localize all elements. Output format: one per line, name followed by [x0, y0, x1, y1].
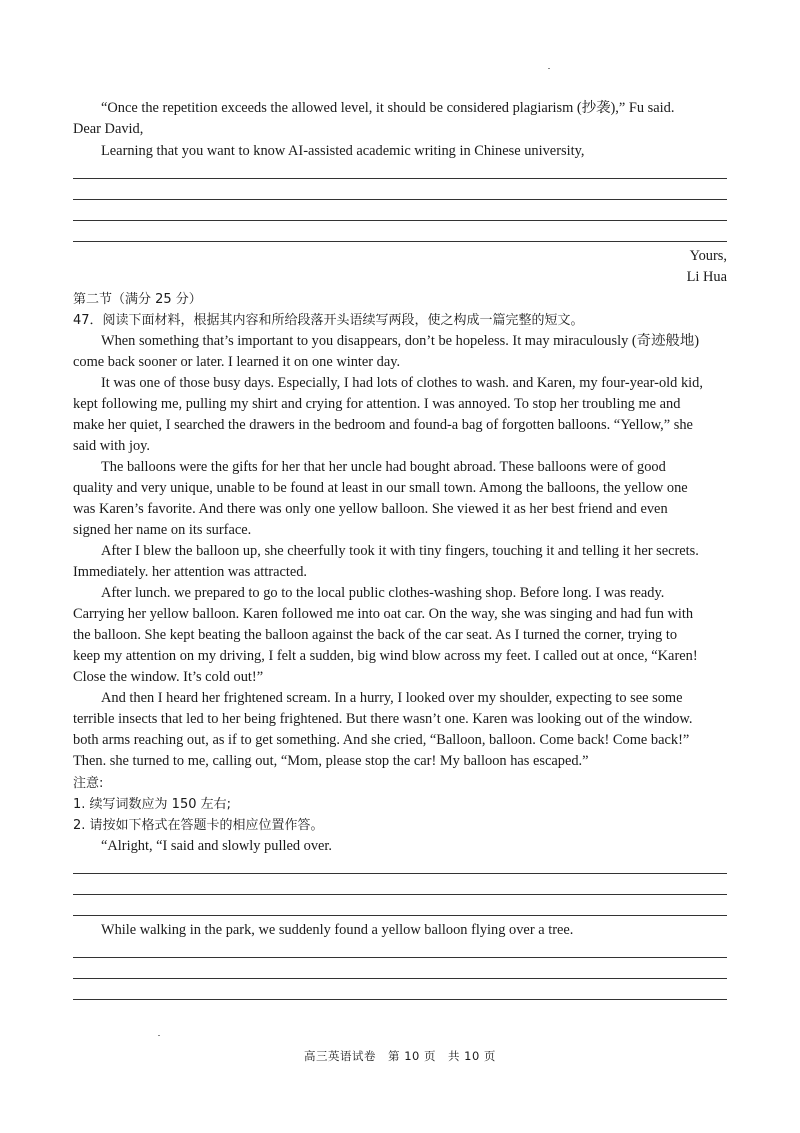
paragraph-prompt-2: While walking in the park, we suddenly found a yellow balloon flying over a tree. — [101, 922, 574, 938]
question-instruction: 47．阅读下面材料，根据其内容和所给段落开头语续写两段，使之构成一篇完整的短文。 — [73, 313, 584, 328]
section-heading: 第二节（满分 25 分） — [73, 292, 202, 307]
letter-signature: Li Hua — [686, 269, 727, 285]
story-line: Immediately. her attention was attracted. — [73, 564, 308, 580]
story-line: quality and very unique, unable to be found at least in our small town. Among the balloons, the yellow one — [73, 480, 688, 496]
story-line: When something that’s important to you disappears, don’t be hopeless. It may miraculously (奇迹般地) — [101, 333, 700, 349]
answer-line — [73, 199, 727, 200]
letter-closing: Yours, — [689, 248, 727, 264]
exam-page — [73, 0, 727, 1133]
note-item: 2. 请按如下格式在答题卡的相应位置作答。 — [73, 818, 324, 833]
story-line: keep my attention on my driving, I felt a sudden, big wind blow across my feet. I called out at once, “Karen! — [73, 648, 698, 664]
story-line: Close the window. It’s cold out!” — [73, 669, 264, 685]
story-line: said with joy. — [73, 438, 151, 454]
answer-line — [73, 999, 727, 1000]
answer-line — [73, 915, 727, 916]
story-line: was Karen’s favorite. And there was only one yellow balloon. She viewed it as her best friend and even — [73, 501, 668, 517]
story-line: After lunch. we prepared to go to the local public clothes-washing shop. Before long. I was ready. — [101, 585, 665, 601]
story-line: After I blew the balloon up, she cheerfully took it with tiny fingers, touching it and telling it her secrets. — [101, 543, 699, 559]
page-footer: 高三英语试卷 第 10 页 共 10 页 — [304, 1049, 496, 1063]
answer-line — [73, 978, 727, 979]
story-line: terrible insects that led to her being frightened. But there wasn’t one. Karen was looking out of the window. — [73, 711, 693, 727]
answer-line — [73, 957, 727, 958]
scan-speck — [548, 68, 550, 69]
story-line: both arms reaching out, as if to get something. And she cried, “Balloon, balloon. Come back! Come back!” — [73, 732, 690, 748]
story-line: come back sooner or later. I learned it on one winter day. — [73, 354, 401, 370]
letter-quote: “Once the repetition exceeds the allowed level, it should be considered plagiarism (抄袭),” Fu said. — [101, 100, 675, 116]
letter-opening: Learning that you want to know AI-assisted academic writing in Chinese university, — [101, 143, 585, 159]
letter-salutation: Dear David, — [73, 121, 144, 137]
scan-speck — [158, 1035, 160, 1036]
story-line: And then I heard her frightened scream. In a hurry, I looked over my shoulder, expecting to see some — [101, 690, 683, 706]
answer-line — [73, 178, 727, 179]
note-item: 1. 续写词数应为 150 左右; — [73, 797, 231, 812]
story-line: Then. she turned to me, calling out, “Mom, please stop the car! My balloon has escaped.” — [73, 753, 589, 769]
paragraph-prompt-1: “Alright, “I said and slowly pulled over. — [101, 838, 333, 854]
notes-heading: 注意: — [73, 776, 104, 791]
story-line: Carrying her yellow balloon. Karen followed me into oat car. On the way, she was singing and had fun with — [73, 606, 694, 622]
story-line: It was one of those busy days. Especially, I had lots of clothes to wash. and Karen, my four-year-old kid, — [101, 375, 703, 391]
answer-line — [73, 241, 727, 242]
answer-line — [73, 873, 727, 874]
story-line: kept following me, pulling my shirt and crying for attention. I was annoyed. To stop her troubling me and — [73, 396, 681, 412]
story-line: make her quiet, I searched the drawers in the bedroom and found-a bag of forgotten balloons. “Yellow,” she — [73, 417, 693, 433]
answer-line — [73, 220, 727, 221]
story-line: the balloon. She kept beating the balloon against the back of the car seat. As I turned the corner, trying to — [73, 627, 678, 643]
story-line: The balloons were the gifts for her that her uncle had bought abroad. These balloons were of good — [101, 459, 666, 475]
story-line: signed her name on its surface. — [73, 522, 252, 538]
answer-line — [73, 894, 727, 895]
